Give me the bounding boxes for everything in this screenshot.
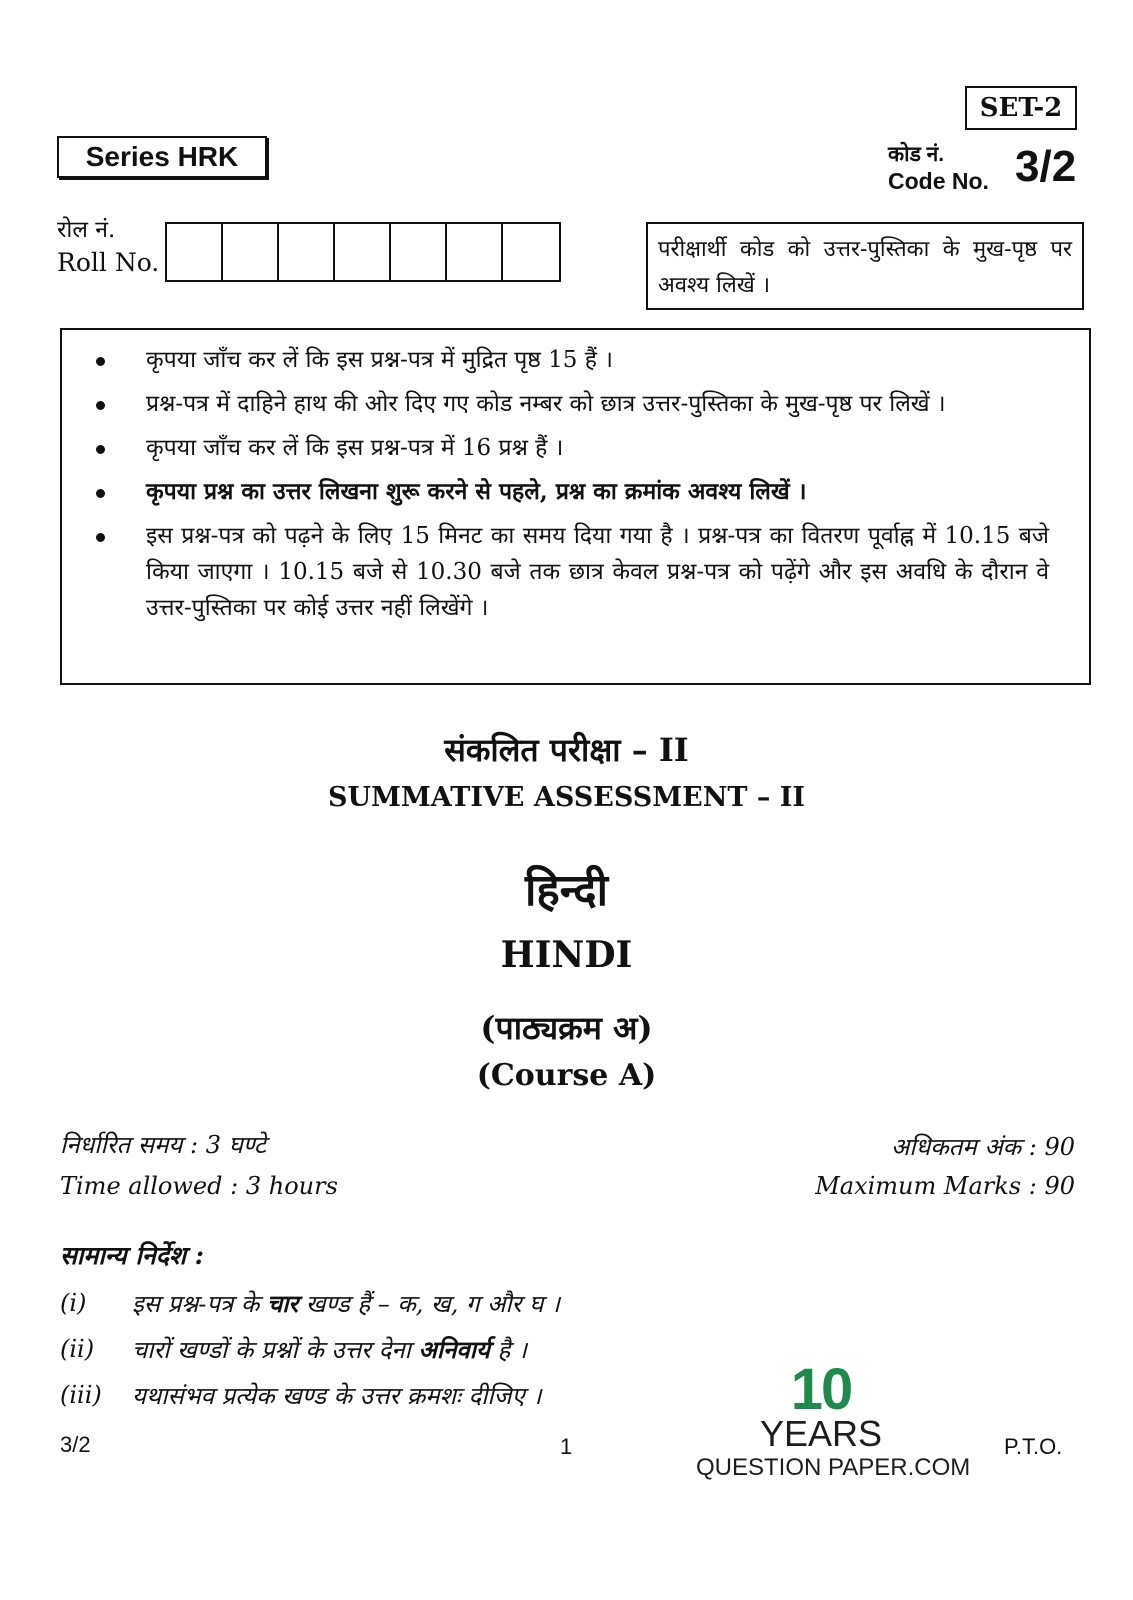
instruction-item xyxy=(96,386,1049,422)
roll-number-cell[interactable] xyxy=(503,224,559,280)
logo-site-name: QUESTION PAPER.COM xyxy=(696,1454,971,1481)
general-instruction-emphasis: अनिवार्य xyxy=(418,1334,490,1364)
general-instruction-number: (i) xyxy=(60,1289,87,1317)
roll-number-cell[interactable] xyxy=(447,224,503,280)
maximum-marks-english: Maximum Marks : 90 xyxy=(815,1172,1075,1200)
subject-title-english: HINDI xyxy=(500,934,633,976)
site-logo xyxy=(696,1357,971,1482)
general-instruction-text xyxy=(132,1379,541,1412)
time-allowed-english: Time allowed : 3 hours xyxy=(60,1172,338,1200)
instruction-text: कृपया जाँच कर लें कि इस प्रश्न-पत्र में मुद्रित पृष्ठ 15 हैं । xyxy=(146,347,613,373)
logo-years: YEARS xyxy=(759,1413,883,1454)
bullet-icon xyxy=(96,445,105,454)
logo-number: 10 xyxy=(790,1357,852,1422)
roll-label-english: Roll No. xyxy=(57,248,160,277)
instruction-text: कृपया प्रश्न का उत्तर लिखना शुरू करने से पहले, प्रश्न का क्रमांक अवश्य लिखें । xyxy=(146,478,807,505)
general-instruction-number: (ii) xyxy=(60,1335,95,1363)
general-instructions-title: सामान्य निर्देश : xyxy=(60,1241,204,1270)
instruction-text: इस प्रश्न-पत्र को पढ़ने के लिए 15 मिनट का समय दिया गया है । प्रश्न-पत्र का वितरण पूर्वाह्न में 10.15 बजे किया जाएगा । 10.15 बजे से 10.30 बजे तक छात्र केवल प्रश्न-पत्र को पढ़ेंगे और इस अवधि के दौरान वे उत्तर-पुस्तिका पर कोई उत्तर नहीं लिखेंगे । xyxy=(146,523,1049,621)
course-title-english: (Course A) xyxy=(476,1058,657,1093)
subject-title-hindi: हिन्दी xyxy=(524,865,609,916)
instruction-text: कृपया जाँच कर लें कि इस प्रश्न-पत्र में 16 प्रश्न हैं । xyxy=(146,435,564,461)
general-instruction-emphasis: चार xyxy=(266,1288,299,1318)
code-label-hindi: कोड नं. xyxy=(888,143,945,166)
time-allowed-hindi: निर्धारित समय : 3 घण्टे xyxy=(60,1131,267,1159)
series-label: Series HRK xyxy=(57,136,267,178)
instruction-item xyxy=(96,342,1049,378)
instructions-list xyxy=(96,342,1049,626)
instruction-text: प्रश्न-पत्र में दाहिने हाथ की ओर दिए गए कोड नम्बर को छात्र उत्तर-पुस्तिका के मुख-पृष्ठ पर लिखें । xyxy=(146,391,946,417)
general-instruction-text-end: खण्ड हैं – क, ख, ग और घ । xyxy=(298,1289,560,1318)
instruction-item xyxy=(96,474,1049,510)
roll-label-hindi: रोल नं. xyxy=(57,217,116,243)
roll-number-cell[interactable] xyxy=(391,224,447,280)
general-instruction-text xyxy=(132,1287,560,1320)
general-instruction-number: (iii) xyxy=(60,1381,102,1409)
course-title-hindi: (पाठ्यक्रम अ) xyxy=(480,1009,653,1047)
roll-number-boxes xyxy=(165,222,561,282)
instruction-item xyxy=(96,518,1049,626)
code-value: 3/2 xyxy=(1015,142,1077,191)
general-instruction-text-start: इस प्रश्न-पत्र के xyxy=(132,1289,267,1318)
set-label: SET-2 xyxy=(965,86,1077,130)
roll-number-cell[interactable] xyxy=(223,224,279,280)
general-instruction-text-end: है । xyxy=(489,1335,527,1364)
bullet-icon xyxy=(96,357,105,366)
page-number: 1 xyxy=(560,1434,573,1459)
bullet-icon xyxy=(96,533,105,542)
roll-number-cell[interactable] xyxy=(279,224,335,280)
assessment-title-english: SUMMATIVE ASSESSMENT – II xyxy=(327,782,806,813)
maximum-marks-hindi: अधिकतम अंक : 90 xyxy=(890,1133,1075,1161)
roll-number-cell[interactable] xyxy=(167,224,223,280)
instruction-item xyxy=(96,430,1049,466)
general-instruction-text-start: चारों खण्डों के प्रश्नों के उत्तर देना xyxy=(132,1335,419,1364)
general-instruction-text-start: यथासंभव प्रत्येक खण्ड के उत्तर क्रमशः दीजिए । xyxy=(132,1381,542,1410)
please-turn-over: P.T.O. xyxy=(1004,1434,1063,1459)
general-instruction-text xyxy=(132,1333,527,1366)
assessment-title-hindi: संकलित परीक्षा – II xyxy=(444,731,689,769)
examinee-code-note: परीक्षार्थी कोड को उत्तर-पुस्तिका के मुख-पृष्ठ पर अवश्य लिखें । xyxy=(646,222,1084,310)
roll-number-cell[interactable] xyxy=(335,224,391,280)
bullet-icon xyxy=(96,489,105,498)
instructions-box xyxy=(60,328,1091,685)
code-label-english: Code No. xyxy=(888,168,989,194)
footer-code: 3/2 xyxy=(60,1432,91,1457)
general-instruction-item xyxy=(60,1280,820,1326)
bullet-icon xyxy=(96,401,105,410)
